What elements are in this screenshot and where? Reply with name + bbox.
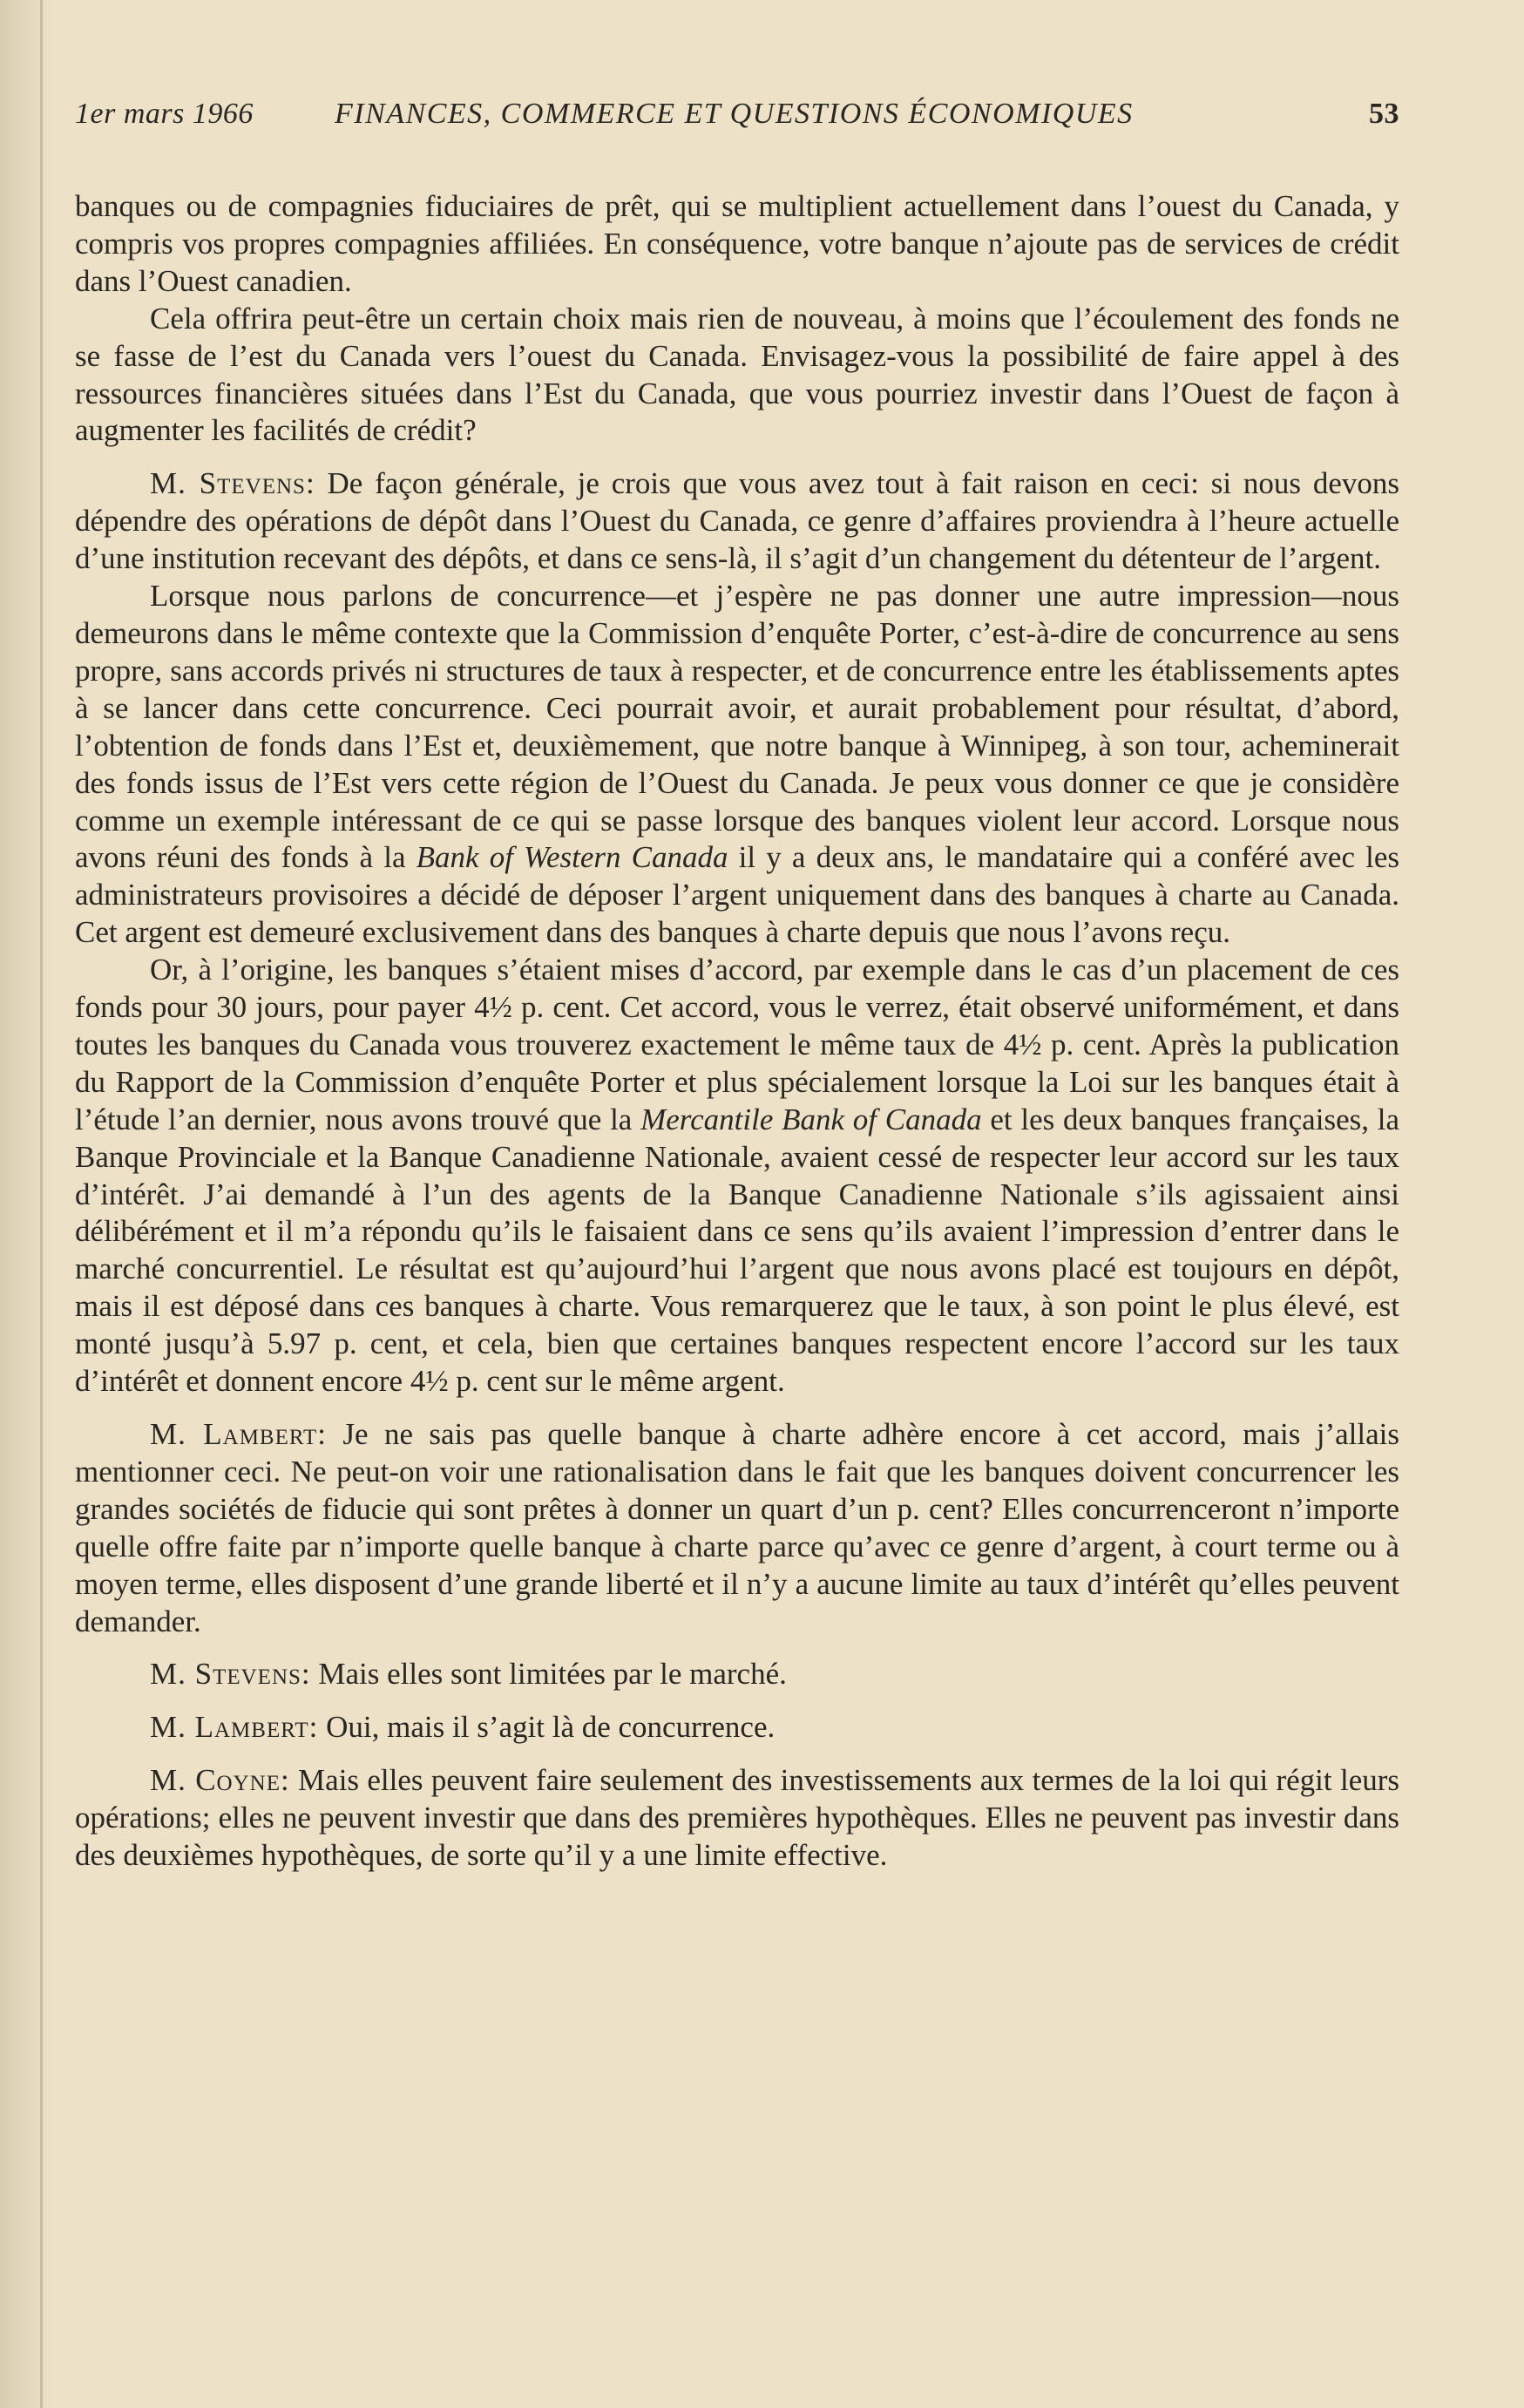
speaker-name: M. Lambert:	[150, 1417, 328, 1451]
speaker-name: M. Coyne:	[150, 1763, 290, 1798]
paragraph-text: il y a deux ans, le mandataire qui a conféré avec les administrateurs provisoires a décidé de déposer l’argent uniquement dans des banques à charte au Canada. Cet argent est demeuré exclusivement dans des banques à charte depuis que nous l’avons reçu.	[75, 840, 1400, 950]
paragraph-text: Lorsque nous parlons de concurrence—et j’espère ne pas donner une autre impression—nous demeurons dans le même contexte que la Commission d’enquête Porter, c’est-à-dire de concurrence au sens propre, sans accords privés ni structures de taux à respecter, et de concurrence entre les établissements aptes à se lancer dans cette concurrence. Ceci pourrait avoir, et aurait probablement pour résultat, d’abord, l’obtention de fonds dans l’Est et, deuxièmement, que notre banque à Winnipeg, à son tour, acheminerait des fonds issus de l’Est vers cette région de l’Ouest du Canada. Je peux vous donner ce que je considère comme un exemple intéressant de ce qui se passe lorsque des banques violent leur accord. Lorsque nous avons réuni des fonds à la	[75, 579, 1399, 875]
page-number: 53	[1369, 98, 1399, 130]
header-date: 1er mars 1966	[75, 98, 254, 130]
speech-paragraph	[75, 1416, 1399, 1640]
page-gutter	[0, 0, 52, 2408]
document-page	[75, 98, 1399, 1875]
speech-text: De façon générale, je crois que vous avez tout à fait raison en ceci: si nous devons dépendre des opérations de dépôt dans l’Ouest du Canada, ce genre d’affaires proviendra à l’heure actuelle d’une institution recevant des dépôts, et dans ce sens-là, il s’agit d’un changement du détenteur de l’argent.	[75, 466, 1399, 576]
speech-text: Oui, mais il s’agit là de concurrence.	[318, 1710, 776, 1745]
speech-paragraph	[75, 1709, 1399, 1747]
header-title: FINANCES, COMMERCE ET QUESTIONS ÉCONOMIQUES	[335, 98, 1134, 130]
paragraph: Cela offrira peut-être un certain choix mais rien de nouveau, à moins que l’écoulement des fonds ne se fasse de l’est du Canada vers l’ouest du Canada. Envisagez-vous la possibilité de faire appel à des ressources financières situées dans l’Est du Canada, que vous pourriez investir dans l’Ouest de façon à augmenter les facilités de crédit?	[75, 301, 1399, 448]
speech-paragraph	[75, 1762, 1399, 1875]
running-header	[75, 98, 1399, 150]
bank-name-italic: Mercantile Bank of Canada	[640, 1102, 982, 1136]
paragraph-text: Or, à l’origine, les banques s’étaient mises d’accord, par exemple dans le cas d’un placement de ces fonds pour 30 jours, pour payer 4½ p. cent. Cet accord, vous le verrez, était observé uniformément, et dans toutes les banques du Canada vous trouverez exactement le même taux de 4½ p. cent. Après la publication du Rapport de la Commission d’enquête Porter et plus spécialement lorsque la Loi sur les banques était à l’étude l’an dernier, nous avons trouvé que la	[75, 953, 1399, 1136]
speaker-name: M. Lambert:	[150, 1710, 319, 1745]
speech-paragraph	[75, 1656, 1399, 1693]
paragraph-continuation: banques ou de compagnies fiduciaires de prêt, qui se multiplient actuellement dans l’ouest du Canada, y compris vos propres compagnies affiliées. En conséquence, votre banque n’ajoute pas de services de crédit dans l’Ouest canadien.	[75, 189, 1399, 298]
paragraph-text: et les deux banques françaises, la Banque Provinciale et la Banque Canadienne Nationale, avaient cessé de respecter leur accord sur les taux d’intérêt. J’ai demandé à l’un des agents de la Banque Canadienne Nationale s’ils agissaient ainsi délibérément et il m’a répondu qu’ils le faisaient dans ce sens qu’ils avaient l’impression d’entrer dans le marché concurrentiel. Le résultat est qu’aujourd’hui l’argent que nous avons placé est toujours en dépôt, mais il est déposé dans ces banques à charte. Vous remarquerez que le taux, à son point le plus élevé, est monté jusqu’à 5.97 p. cent, et cela, bien que certaines banques respectent encore l’accord sur les taux d’intérêt et donnent encore 4½ p. cent sur le même argent.	[75, 1102, 1399, 1399]
paragraph	[75, 952, 1399, 1401]
body-text	[75, 188, 1399, 1875]
speech-text: Je ne sais pas quelle banque à charte adhère encore à cet accord, mais j’allais mentionner ceci. Ne peut-on voir une rationalisation dans le fait que les banques doivent concurrencer les grandes sociétés de fiducie qui sont prêtes à donner un quart d’un p. cent? Elles concurrenceront n’importe quelle offre faite par n’importe quelle banque à charte parce qu’avec ce genre d’argent, à court terme ou à moyen terme, elles disposent d’une grande liberté et il n’y a aucune limite au taux d’intérêt qu’elles peuvent demander.	[75, 1417, 1399, 1638]
speech-paragraph	[75, 465, 1399, 578]
speaker-name: M. Stevens:	[150, 466, 315, 501]
speech-text: Mais elles peuvent faire seulement des investissements aux termes de la loi qui régit leurs opérations; elles ne peuvent investir que dans des premières hypothèques. Elles ne peuvent pas investir dans des deuxièmes hypothèques, de sorte qu’il y a une limite effective.	[75, 1763, 1400, 1873]
binding-shadow	[40, 0, 43, 2408]
bank-name-italic: Bank of Western Canada	[416, 840, 728, 875]
speech-text: Mais elles sont limitées par le marché.	[310, 1657, 787, 1692]
speaker-name: M. Stevens:	[150, 1657, 311, 1692]
paragraph	[75, 578, 1399, 952]
